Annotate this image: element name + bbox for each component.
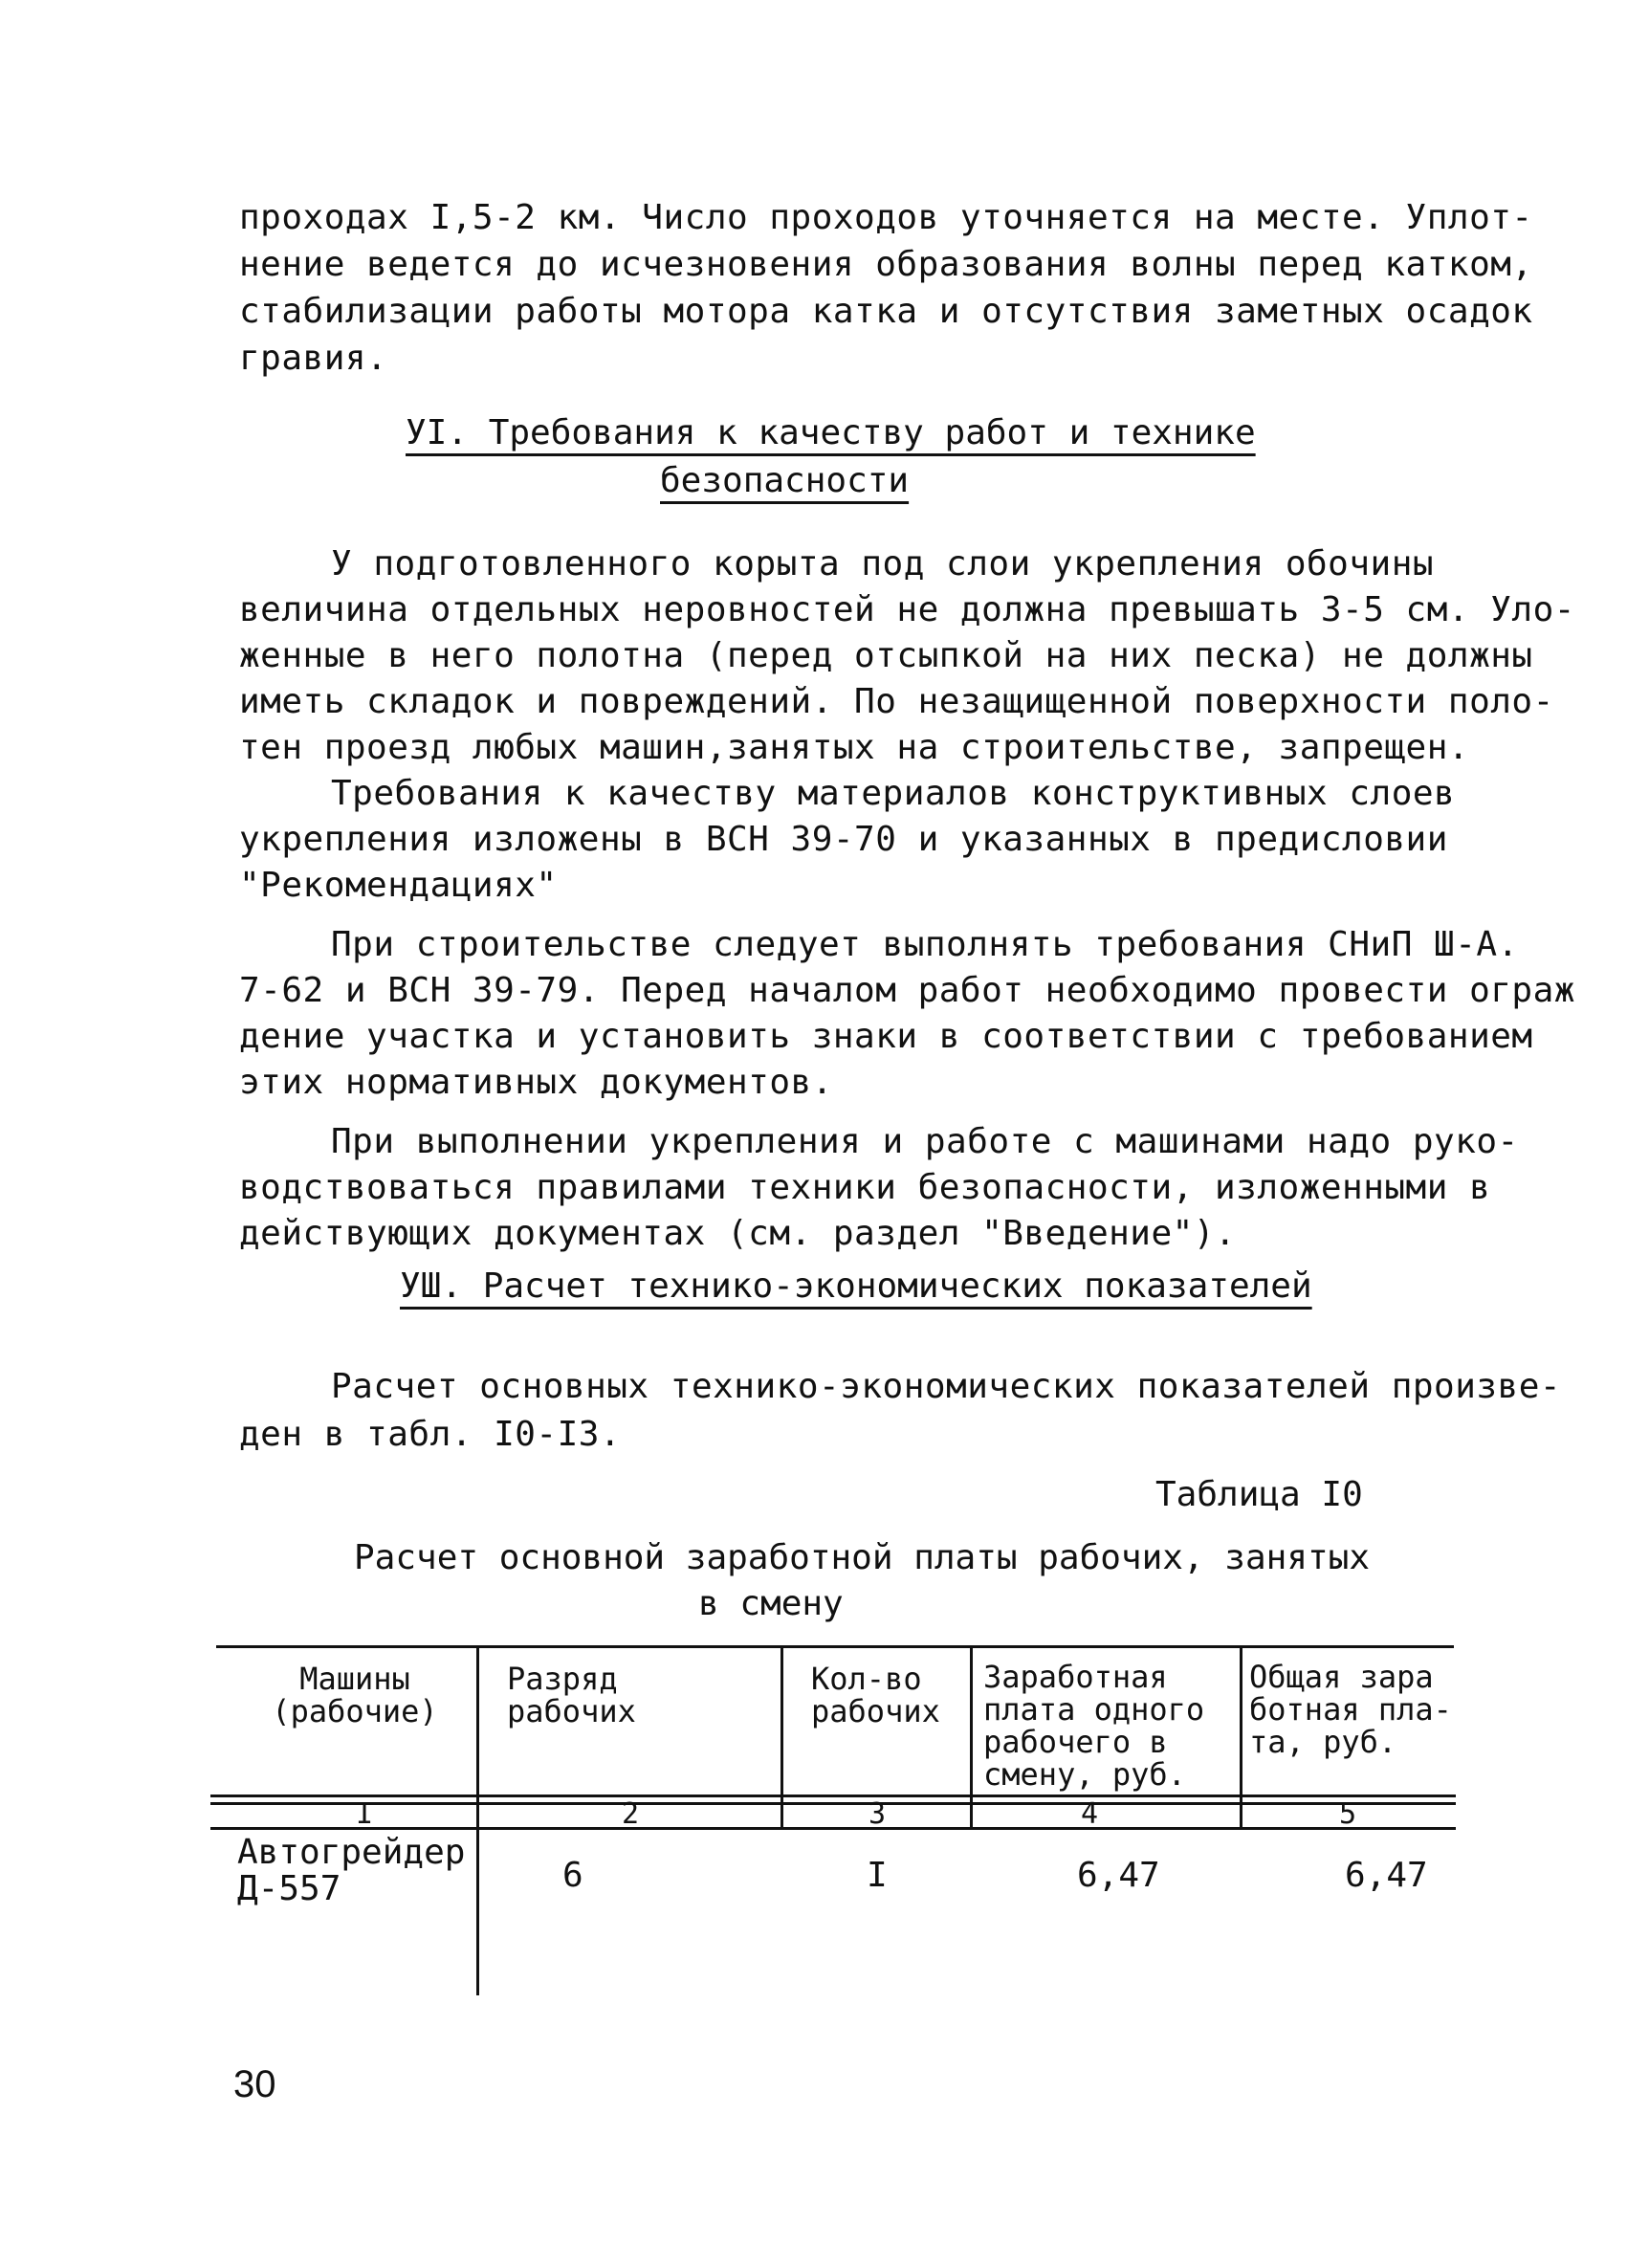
section-6-title: УI. Требования к качеству работ и технике bbox=[406, 413, 1256, 452]
table-cell-count: I bbox=[867, 1856, 888, 1895]
text-line: При выполнении укрепления и работе с машинами надо руко- bbox=[331, 1122, 1519, 1161]
text-line: стабилизации работы мотора катка и отсутствия заметных осадок bbox=[239, 292, 1533, 331]
column-number: 3 bbox=[868, 1797, 887, 1831]
column-divider bbox=[970, 1645, 973, 1827]
column-number: 2 bbox=[622, 1797, 640, 1831]
table-caption-continued: в смену bbox=[698, 1584, 844, 1623]
text-line: тен проезд любых машин,занятых на строительстве, запрещен. bbox=[239, 728, 1470, 767]
text-line: величина отдельных неровностей не должна превышать 3-5 см. Уло- bbox=[239, 590, 1575, 629]
column-number: I bbox=[356, 1797, 374, 1831]
text-line: действующих документах (см. раздел "Введение"). bbox=[239, 1214, 1237, 1253]
text-line: У подготовленного корыта под слои укрепления обочины bbox=[331, 544, 1435, 584]
text-line: Требования к качеству материалов конструктивных слоев bbox=[331, 774, 1456, 813]
text-line: укрепления изложены в ВСН 39-70 и указанных в предисловии bbox=[239, 820, 1448, 859]
text-line: иметь складок и повреждений. По незащищенной поверхности поло- bbox=[239, 682, 1554, 721]
text-line: дение участка и установить знаки в соответствии с требованием bbox=[239, 1017, 1533, 1056]
table-header-rule bbox=[210, 1795, 1456, 1797]
table-header-cell: Общая зара ботная пла- та, руб. bbox=[1249, 1659, 1452, 1760]
text-line: "Рекомендациях" bbox=[239, 866, 558, 905]
text-line: этих нормативных документов. bbox=[239, 1063, 833, 1102]
text-line: ден в табл. I0-I3. bbox=[239, 1415, 622, 1454]
table-cell-wage-per-worker: 6,47 bbox=[1077, 1856, 1160, 1895]
column-number: 5 bbox=[1339, 1797, 1357, 1831]
table-header-cell: Кол-во рабочих bbox=[811, 1661, 940, 1729]
text-line: Расчет основных технико-экономических показателей произве- bbox=[331, 1367, 1562, 1406]
text-line: гравия. bbox=[239, 339, 388, 378]
column-divider bbox=[476, 1645, 479, 1995]
text-line: нение ведется до исчезновения образования волны перед катком, bbox=[239, 245, 1533, 284]
column-number: 4 bbox=[1081, 1797, 1099, 1831]
table-cell-total-wage: 6,47 bbox=[1345, 1856, 1428, 1895]
text-line: водствоваться правилами техники безопасности, изложенными в bbox=[239, 1168, 1491, 1207]
table-label: Таблица I0 bbox=[1155, 1475, 1363, 1514]
section-8-title: УШ. Расчет технико-экономических показателей bbox=[400, 1266, 1312, 1306]
column-divider bbox=[781, 1645, 783, 1827]
section-6-title-continued: безопасности bbox=[660, 461, 910, 500]
text-line: При строительстве следует выполнять требования СНиП Ш-А. bbox=[331, 925, 1519, 964]
table-header-cell: Заработная плата одного рабочего в смену, руб. bbox=[983, 1659, 1205, 1793]
table-cell-grade: 6 bbox=[562, 1856, 583, 1895]
table-top-rule bbox=[216, 1645, 1454, 1648]
page-number: 30 bbox=[233, 2063, 276, 2105]
table-cell-machine: Автогрейдер Д-557 bbox=[237, 1833, 466, 1908]
text-line: проходах I,5-2 км. Число проходов уточняется на месте. Уплот- bbox=[239, 198, 1533, 237]
table-numbers-rule bbox=[210, 1827, 1456, 1830]
table-header-cell: Машины (рабочие) bbox=[272, 1661, 438, 1729]
table-header-rule bbox=[210, 1802, 1456, 1805]
table-header-cell: Разряд рабочих bbox=[507, 1661, 636, 1729]
column-divider bbox=[1240, 1645, 1242, 1827]
text-line: женные в него полотна (перед отсыпкой на них песка) не должны bbox=[239, 636, 1533, 675]
text-line: 7-62 и ВСН 39-79. Перед началом работ необходимо провести ограж bbox=[239, 971, 1575, 1010]
table-caption: Расчет основной заработной платы рабочих, занятых bbox=[354, 1538, 1371, 1577]
